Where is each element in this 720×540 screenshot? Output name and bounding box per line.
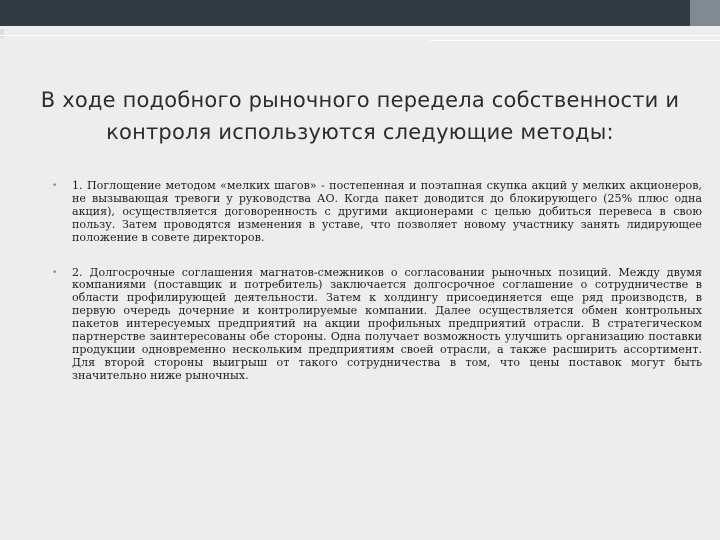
bullet-text-2: 2. Долгосрочные соглашения магнатов-смежников о согласовании рыночных позиций. Между двумя компаниями (поставщик и потребитель) заключается долгосрочное соглашение о сотрудничестве в области профилирующей деятельности. Затем к холдингу присоединяется еще ряд производств, в первую очередь дочерние и контролируемые компании. Далее осуществляется обмен контрольных пакетов интересуемых предприятий на акции профильных предприятий отрасли. В стратегическом партнерстве заинтересованы обе стороны. Одна получает возможность улучшить организацию поставки продукции одновременно нескольким предприятиям своей отрасли, а также расширить ассортимент. Для второй стороны выигрыш от такого сотрудничества в том, что цены поставок могут быть значительно ниже рыночных. xyxy=(72,265,702,382)
header-bar-accent xyxy=(690,0,720,26)
slide-title: В ходе подобного рыночного передела собственности и контроля используются следующие методы: xyxy=(40,88,680,144)
header-divider-short xyxy=(430,40,720,41)
bullet-text-1: 1. Поглощение методом «мелких шагов» - постепенная и поэтапная скупка акций у мелких акционеров, не вызывающая тревоги у руководства АО. Когда пакет доводится до блокирующего (25% плюс одна акция), осуществляется договоренность с другими акционерами с целью добиться перевеса в свою пользу. Затем проводятся изменения в уставе, что позволяет новому участнику занять лидирующее положение в совете директоров. xyxy=(72,179,702,244)
bullet-icon: • xyxy=(52,267,58,278)
header-divider-long xyxy=(0,35,720,36)
slide-content xyxy=(52,180,702,383)
slide-tab-marker xyxy=(0,29,4,38)
header-bar xyxy=(0,0,720,26)
bullet-item-1 xyxy=(52,180,702,245)
bullet-icon: • xyxy=(52,181,58,191)
bullet-item-2 xyxy=(52,267,702,383)
